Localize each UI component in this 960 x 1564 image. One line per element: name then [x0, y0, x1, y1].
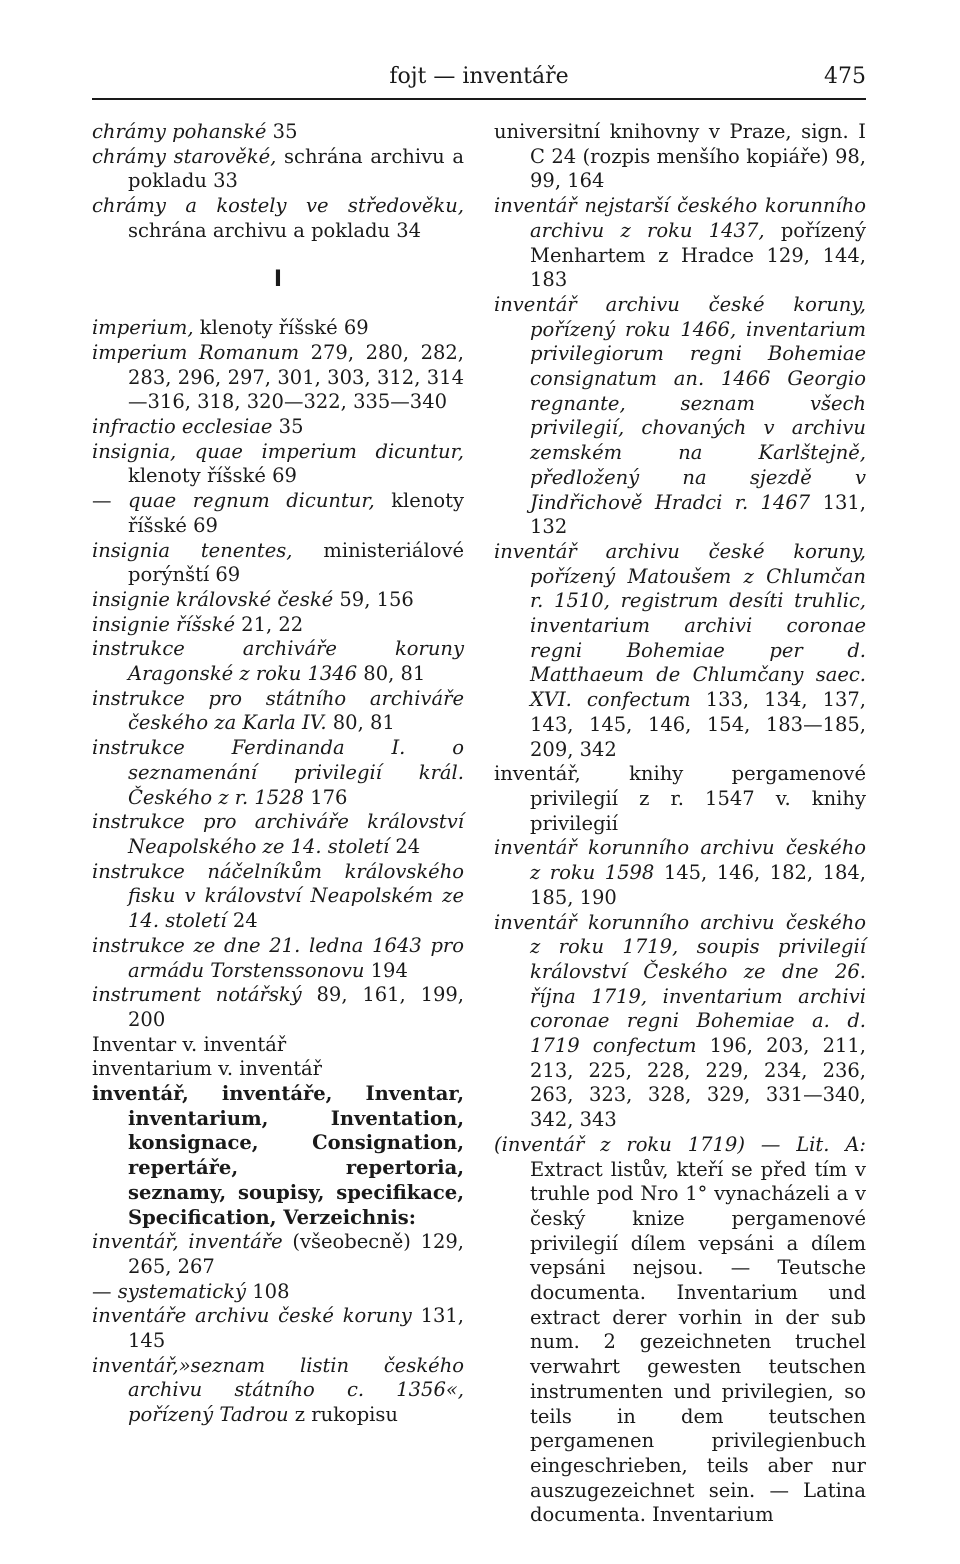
index-entry-text: 24: [389, 834, 421, 858]
index-entry-text: insignie královské české: [92, 587, 334, 611]
index-entry: [92, 983, 464, 1032]
index-entry-text: 35: [272, 415, 304, 439]
index-entry: [92, 415, 464, 440]
index-entry-text: ministeriálové porýnští 69: [128, 538, 464, 587]
index-entry-text: 35: [266, 120, 298, 143]
index-entry-text: inventář archivu české koruny, pořízený roku 1466, inventarium privilegiorum regni Bohemiae consignatum an. 1466 Georgio regnante, seznam všech privilegií, chovaných v archivu zemském na Karlštejně, předložený na sjezdě v Jindřichově Hradci r. 1467: [494, 292, 866, 514]
index-entry-text: 196, 203, 211, 213, 225, 228, 229, 234, 236, 263, 323, 328, 329, 331—340, 342, 343: [530, 1034, 866, 1132]
index-entry-text: infractio ecclesiae: [92, 415, 273, 439]
index-entry-text: 80, 81: [326, 711, 395, 735]
index-entry-text: 108: [246, 1279, 290, 1303]
index-entry-text: inventář nejstarší českého korunního archivu z roku 1437,: [494, 194, 866, 242]
index-entry-text: 279, 280, 282, 283, 296, 297, 301, 303, 312, 314—316, 318, 320—322, 335—340: [128, 340, 464, 414]
index-entry-text: insignia, quae imperium dicuntur,: [92, 439, 464, 463]
index-entry: [92, 1280, 464, 1305]
index-entry-text: schrána archivu a pokladu 34: [128, 218, 422, 242]
index-entry-text: imperium,: [92, 316, 194, 340]
index-entry-text: instrument notářský: [92, 983, 302, 1007]
index-entry-text: imperium Romanum: [92, 340, 300, 364]
index-entry-text: 59, 156: [333, 587, 414, 611]
index-entry: [92, 145, 464, 194]
right-column: [494, 120, 866, 1528]
index-entry: [92, 489, 464, 538]
index-entry-text: —: [92, 489, 129, 513]
index-entry-text: Inventar v. inventář: [92, 1032, 287, 1056]
index-entry: [92, 613, 464, 638]
index-entry-text: chrámy pohanské: [92, 120, 267, 143]
index-entry: [494, 120, 866, 194]
index-entry: [92, 810, 464, 859]
index-entry-text: instrukce pro státního archiváře českého za Karla IV.: [92, 686, 464, 735]
index-entry-text: 24: [226, 909, 258, 933]
index-entry: [494, 762, 866, 836]
index-entry-text: klenoty říšské 69: [128, 464, 297, 488]
index-entry: [92, 1082, 464, 1230]
index-entry-text: pořízený Menhartem z Hradce 129, 144, 183: [530, 218, 866, 292]
index-group-c: [92, 120, 464, 244]
index-entry: [494, 293, 866, 540]
index-entry-text: chrámy a kostely ve středověku,: [92, 194, 464, 218]
index-entry-text: insignie říšské: [92, 612, 235, 636]
index-entry-text: 133, 134, 137, 143, 145, 146, 154, 183—185, 209, 342: [530, 688, 866, 761]
index-entry-text: inventář, inventáře, Inventar, inventarium, Inventation, konsignace, Consignation, repertáře, repertoria, seznamy, soupisy, specifikace, Specification, Verzeichnis:: [92, 1082, 464, 1229]
index-entry-text: z rukopisu: [288, 1403, 398, 1427]
index-entry-text: inventář archivu české koruny, pořízený Matoušem z Chlumčan r. 1510, registrum desíti truhlic, inventarium archivi coronae regni Bohemiae per d. Matthaeum de Chlumčany saec. XVI. confectum: [494, 539, 866, 712]
index-entry-text: instrukce archiváře koruny Aragonské z roku 1346: [92, 637, 464, 686]
index-entry: [92, 341, 464, 415]
left-column: [92, 120, 464, 1428]
index-entry-text: chrámy starověké,: [92, 144, 277, 168]
index-entry: [92, 687, 464, 736]
index-entry-text: klenoty říšské 69: [128, 489, 464, 537]
index-entry: [92, 637, 464, 686]
index-entry: [92, 860, 464, 934]
index-entry: [92, 194, 464, 243]
index-entry-text: inventarium v. inventář: [92, 1057, 322, 1081]
index-entry: [92, 440, 464, 489]
index-entry-text: —: [92, 1279, 118, 1303]
index-entry-text: Extract listův, kteří se před tím v truhle pod Nro 1° vynacházeli a v český knize pergamenové privilegií dílem vepsáni a dílem vepsáni nejsou. — Teutsche documenta. Inventarium und extract derer vorhin in der sub num. 2 gezeichneten truchel verwahrt gewesten teutschen instrumenten und privilegien, so teils in dem teutschen pergamenen privilegienbuch eingeschrieben, teils aber nur auszugezeichnet sein. — Latina documenta. Inventarium: [530, 1157, 866, 1527]
index-entry-text: inventář korunního archivu českého z roku 1598: [494, 836, 866, 885]
index-entry-text: inventář korunního archivu českého z roku 1719, soupis privilegií království Českého ze dne 26. října 1719, inventarium archivi coronae regni Bohemiae a. d. 1719 confectum: [494, 910, 866, 1058]
index-entry: [92, 736, 464, 810]
section-letter: I: [273, 266, 283, 292]
index-entry: [494, 194, 866, 293]
index-entry: [92, 934, 464, 983]
index-entry-text: instrukce Ferdinanda I. o seznamenání privilegií král. Českého z r. 1528: [92, 736, 464, 809]
index-entry-text: 80, 81: [357, 662, 426, 686]
index-entry-text: quae regnum dicuntur,: [128, 489, 375, 513]
index-entry: [494, 1133, 866, 1528]
index-entry-text: inventář,»seznam listin českého archivu státního c. 1356«, pořízený Tadrou: [92, 1353, 464, 1427]
index-entry: [92, 316, 464, 341]
index-entry-text: inventář, knihy pergamenové privilegií z r. 1547 v. knihy privilegií: [494, 762, 866, 835]
index-entry: [494, 540, 866, 762]
index-entry: [92, 588, 464, 613]
index-entry: [92, 120, 464, 145]
page-header: [92, 62, 866, 100]
index-group-continued: [494, 120, 866, 1528]
running-head: fojt — inventáře: [389, 64, 569, 89]
index-entry-text: inventář, inventáře: [92, 1230, 283, 1254]
index-entry-text: (inventář z roku 1719) — Lit. A:: [494, 1132, 866, 1156]
index-entry: [92, 1230, 464, 1279]
index-entry-text: 145, 146, 182, 184, 185, 190: [530, 861, 867, 909]
page-number: 475: [824, 64, 866, 89]
index-entry-text: 131, 132: [530, 490, 866, 539]
index-entry: [92, 1057, 464, 1082]
index-entry: [494, 911, 866, 1133]
index-entry-text: 176: [304, 785, 348, 809]
index-entry-text: inventáře archivu české koruny: [92, 1304, 412, 1328]
index-entry: [92, 1033, 464, 1058]
index-entry-text: 131, 145: [128, 1304, 464, 1353]
index-entry: [92, 539, 464, 588]
index-entry-text: (všeobecně) 129, 265, 267: [128, 1230, 464, 1278]
index-entry-text: universitní knihovny v Praze, sign. I C 24 (rozpis menšího kopiáře) 98, 99, 164: [494, 120, 866, 193]
index-entry-text: instrukce pro archiváře království Neapolského ze 14. století: [92, 810, 464, 858]
index-entry-text: 89, 161, 199, 200: [128, 983, 464, 1031]
index-entry-text: insignia tenentes,: [92, 538, 293, 562]
index-entry-text: instrukce ze dne 21. ledna 1643 pro armádu Torstenssonovu: [92, 933, 464, 982]
index-entry: [92, 1354, 464, 1428]
index-entry-text: klenoty říšské 69: [193, 316, 369, 340]
index-entry-text: schrána archivu a pokladu 33: [128, 144, 464, 193]
index-entry-text: instrukce náčelníkům královského fisku v království Neapolském ze 14. století: [92, 859, 464, 933]
index-entry-text: 194: [364, 958, 408, 982]
index-group-i: [92, 316, 464, 1428]
index-entry: [92, 1304, 464, 1353]
index-entry: [494, 836, 866, 910]
index-entry-text: 21, 22: [234, 612, 304, 636]
index-entry-text: systematický: [117, 1279, 247, 1303]
